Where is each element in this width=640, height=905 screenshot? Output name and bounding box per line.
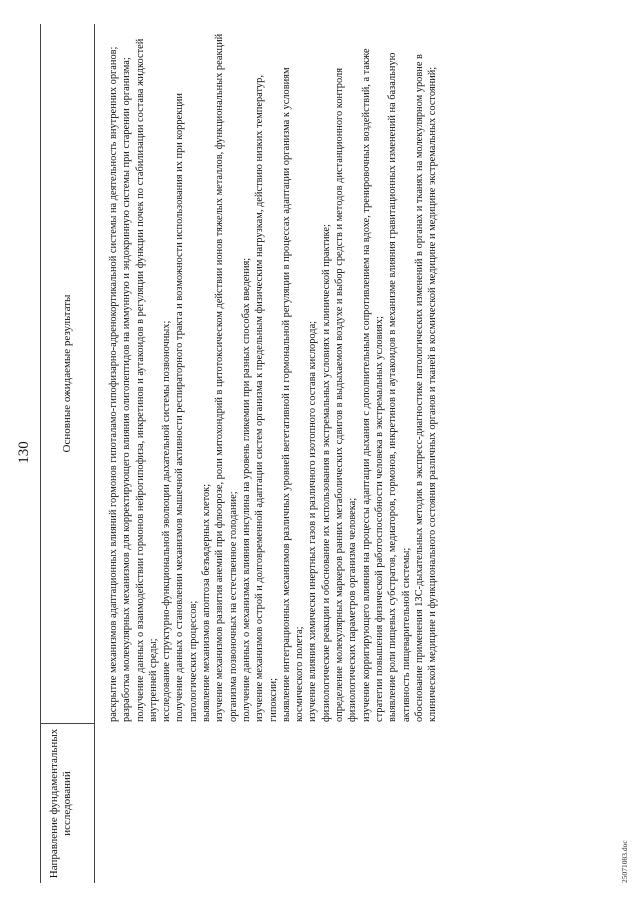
result-item: изучение механизмов развития анемий при флюорозе, роли митохондрий в цитотоксическом действии ионов тяжелых металлов, функциональных реакций организма позвоночных на естественное голодание; — [214, 33, 239, 722]
result-item: изучение механизмов острой и долговременной адаптации систем организма к предельным физическим нагрузкам, действию низких температур, гипоксии; — [254, 75, 279, 722]
result-item: разработка молекулярных механизмов для корректирующего влияния олигопептидов на иммунную и эндокринную системы при старении организма; — [121, 57, 133, 722]
result-item: выявление роли пищевых субстратов, медиаторов, гормонов, инкретинов и аутакоидов в механизме влияния гравитационных изменений на базальную активность пищеварительной системы; — [387, 52, 412, 722]
table-header-divider — [94, 24, 95, 883]
page-number: 130 — [16, 441, 32, 464]
result-item: раскрытие механизмов адаптационных влияний гормонов гипоталамо-гипофизарно-адренокортикальной системы на деятельность внутренних органов; — [108, 46, 119, 722]
table-top-border — [40, 24, 41, 883]
result-item: изучение корригирующего влияния на процессы адаптации дыхания с дополнительным сопротивлением на вдохе, тренировочных воздействий, а также стратегии повышения физической работоспособности человека в экстремальных условиях; — [360, 48, 385, 722]
results-list — [107, 32, 439, 722]
result-item: выявление интеграционных механизмов различных уровней вегетативной и гормональной регуляции в процессах адаптации организма к условиям космического полета; — [280, 67, 306, 722]
result-item: изучение влияния химически инертных газов и различного изотопного состава кислорода; — [307, 320, 319, 722]
result-item: получение данных о механизмах влияния инсулина на уровень гликемии при разных способах введения; — [240, 257, 252, 722]
result-item: получение данных о становлении механизмов мышечной активности респираторного тракта и возможности использования их при коррекции патологических процессов; — [174, 93, 199, 722]
column-header-direction: Направление фундаментальных исследований — [48, 728, 73, 879]
result-item: обоснование применения 13С-дыхательных методик в экспресс-диагностике патологических изменений в органах и тканях на молекулярном уровне в клинической медицине и функционального состояния различных органов и тканей в космической медицине и медицине экстремальных состояний; — [413, 54, 439, 722]
result-item: получение данных о взаимодействии гормонов нейрогипофиза, инкретинов и аутакоидов в регуляции функции почек по стабилизации состава жидкостей внутренней среды; — [134, 38, 159, 722]
result-item: исследование структурно-функциональной эволюции дыхательной системы позвоночных; — [161, 320, 173, 722]
result-item: выявление механизмов апоптоза безъядерных клеток; — [201, 483, 213, 722]
column-header-results: Основные ожидаемые результаты — [61, 294, 73, 453]
result-item: определение молекулярных маркеров ранних метаболических сдвигов в выдыхаемом воздухе и выбор средств и методов дистанционного контроля физиологических параметров организма человека; — [334, 68, 359, 722]
result-item: физиологические реакции и обоснование их использования в экстремальных условиях и клинической практике; — [320, 224, 332, 722]
footer-doc-code: 25071083.doc — [620, 840, 629, 883]
